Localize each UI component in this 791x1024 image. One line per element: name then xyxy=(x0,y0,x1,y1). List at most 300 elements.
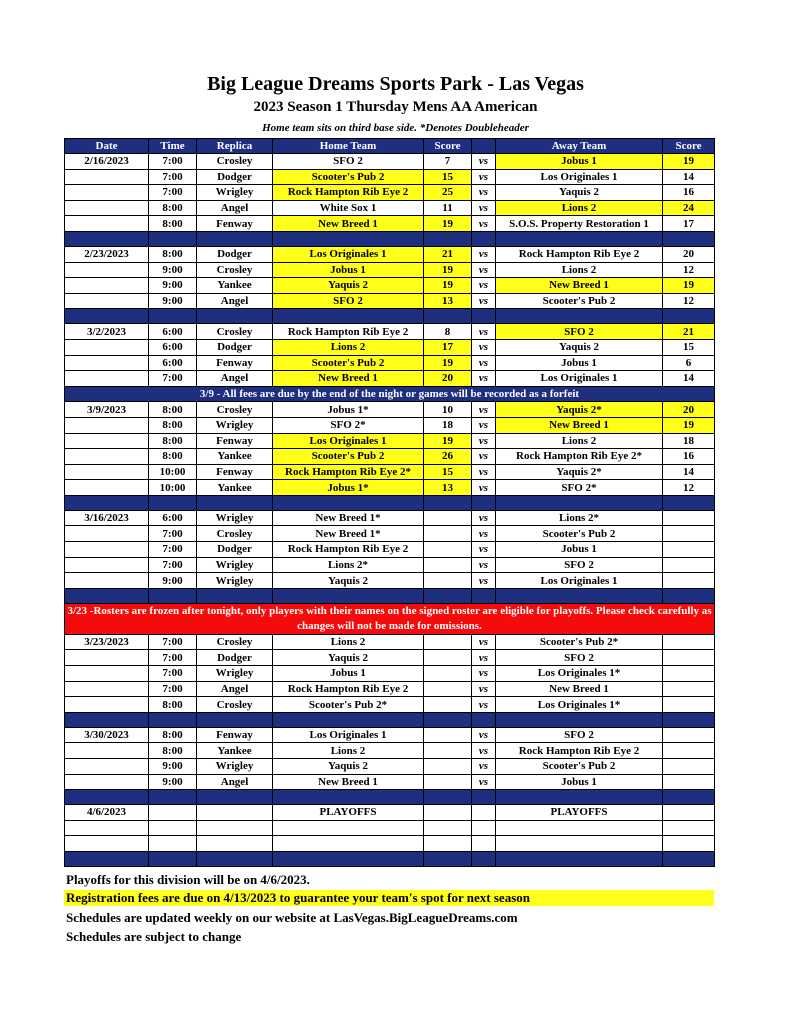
game-time: 7:00 xyxy=(149,681,197,697)
away-score xyxy=(663,542,715,558)
separator-cell xyxy=(663,309,715,324)
away-team: SFO 2* xyxy=(496,480,663,496)
home-team: SFO 2 xyxy=(273,154,424,170)
game-row xyxy=(65,464,715,480)
game-field: Wrigley xyxy=(197,417,273,433)
vs-label: vs xyxy=(472,417,496,433)
away-team: S.O.S. Property Restoration 1 xyxy=(496,216,663,232)
separator-cell xyxy=(496,309,663,324)
game-time: 8:00 xyxy=(149,727,197,743)
home-team: Yaquis 2 xyxy=(273,650,424,666)
home-score: 7 xyxy=(424,154,472,170)
home-score: 10 xyxy=(424,402,472,418)
home-score: 19 xyxy=(424,262,472,278)
away-team: PLAYOFFS xyxy=(496,805,663,821)
separator-cell xyxy=(273,309,424,324)
column-header: Score xyxy=(424,139,472,154)
away-team xyxy=(496,836,663,852)
home-team: New Breed 1 xyxy=(273,371,424,387)
away-score: 16 xyxy=(663,185,715,201)
vs-label: vs xyxy=(472,200,496,216)
game-row xyxy=(65,743,715,759)
home-team xyxy=(273,836,424,852)
game-field xyxy=(197,805,273,821)
away-score: 12 xyxy=(663,262,715,278)
away-team: New Breed 1 xyxy=(496,417,663,433)
game-field: Crosley xyxy=(197,526,273,542)
column-header xyxy=(472,139,496,154)
page-title: Big League Dreams Sports Park - Las Vegas xyxy=(207,73,584,95)
vs-label: vs xyxy=(472,681,496,697)
game-field: Angel xyxy=(197,293,273,309)
game-date xyxy=(65,697,149,713)
away-team xyxy=(496,820,663,836)
away-team: Lions 2 xyxy=(496,433,663,449)
away-team: Los Originales 1 xyxy=(496,371,663,387)
game-time: 7:00 xyxy=(149,557,197,573)
separator-cell xyxy=(496,712,663,727)
week-separator xyxy=(65,495,715,510)
separator-cell xyxy=(197,588,273,603)
game-row xyxy=(65,759,715,775)
away-team: New Breed 1 xyxy=(496,681,663,697)
away-team: Yaquis 2 xyxy=(496,185,663,201)
separator-cell xyxy=(663,851,715,866)
away-team: Jobus 1 xyxy=(496,542,663,558)
vs-label: vs xyxy=(472,634,496,650)
away-score xyxy=(663,681,715,697)
notice-text: 3/9 - All fees are due by the end of the night or games will be recorded as a forfeit xyxy=(65,386,715,402)
away-score: 21 xyxy=(663,324,715,340)
separator-cell xyxy=(472,495,496,510)
week-separator xyxy=(65,309,715,324)
separator-cell xyxy=(663,495,715,510)
away-score: 15 xyxy=(663,339,715,355)
separator-cell xyxy=(496,790,663,805)
game-row xyxy=(65,278,715,294)
game-date: 3/30/2023 xyxy=(65,727,149,743)
home-team: Yaquis 2 xyxy=(273,278,424,294)
separator-cell xyxy=(65,790,149,805)
separator-cell xyxy=(197,851,273,866)
game-row xyxy=(65,557,715,573)
game-time: 7:00 xyxy=(149,154,197,170)
home-score: 26 xyxy=(424,449,472,465)
home-team: Lions 2* xyxy=(273,557,424,573)
vs-label: vs xyxy=(472,185,496,201)
away-score: 16 xyxy=(663,449,715,465)
separator-cell xyxy=(424,712,472,727)
separator-cell xyxy=(149,231,197,246)
game-row xyxy=(65,417,715,433)
game-row xyxy=(65,185,715,201)
game-date xyxy=(65,743,149,759)
game-date xyxy=(65,666,149,682)
vs-label: vs xyxy=(472,774,496,790)
game-date xyxy=(65,339,149,355)
game-row xyxy=(65,727,715,743)
home-team: Lions 2 xyxy=(273,743,424,759)
home-score xyxy=(424,650,472,666)
home-team: SFO 2* xyxy=(273,417,424,433)
away-score xyxy=(663,743,715,759)
vs-label: vs xyxy=(472,169,496,185)
away-score: 20 xyxy=(663,246,715,262)
roster-freeze-notice xyxy=(65,603,715,634)
game-field: Yankee xyxy=(197,449,273,465)
game-date xyxy=(65,480,149,496)
game-time: 8:00 xyxy=(149,200,197,216)
home-team: Lions 2 xyxy=(273,339,424,355)
away-team: Rock Hampton Rib Eye 2 xyxy=(496,246,663,262)
away-score xyxy=(663,805,715,821)
away-score xyxy=(663,634,715,650)
vs-label: vs xyxy=(472,727,496,743)
home-score: 19 xyxy=(424,216,472,232)
vs-label: vs xyxy=(472,324,496,340)
away-team: Lions 2 xyxy=(496,200,663,216)
away-team: Los Originales 1* xyxy=(496,666,663,682)
game-row xyxy=(65,820,715,836)
home-team: New Breed 1* xyxy=(273,510,424,526)
home-score xyxy=(424,542,472,558)
game-field: Wrigley xyxy=(197,666,273,682)
game-row xyxy=(65,293,715,309)
game-date xyxy=(65,464,149,480)
game-row xyxy=(65,774,715,790)
game-date xyxy=(65,650,149,666)
game-time: 7:00 xyxy=(149,542,197,558)
game-field: Crosley xyxy=(197,262,273,278)
away-score: 18 xyxy=(663,433,715,449)
separator-cell xyxy=(273,712,424,727)
home-team: Los Originales 1 xyxy=(273,246,424,262)
vs-label: vs xyxy=(472,557,496,573)
game-field: Angel xyxy=(197,371,273,387)
game-row xyxy=(65,836,715,852)
vs-label: vs xyxy=(472,293,496,309)
away-score xyxy=(663,774,715,790)
home-score: 19 xyxy=(424,433,472,449)
separator-cell xyxy=(149,712,197,727)
home-score: 11 xyxy=(424,200,472,216)
game-date xyxy=(65,681,149,697)
vs-label: vs xyxy=(472,355,496,371)
game-time: 8:00 xyxy=(149,216,197,232)
game-row xyxy=(65,433,715,449)
game-time: 10:00 xyxy=(149,480,197,496)
game-field: Fenway xyxy=(197,464,273,480)
home-score: 21 xyxy=(424,246,472,262)
footer-playoffs: Playoffs for this division will be on 4/6/2023. xyxy=(66,872,310,887)
separator-cell xyxy=(197,495,273,510)
away-score xyxy=(663,666,715,682)
game-time: 7:00 xyxy=(149,666,197,682)
game-time: 8:00 xyxy=(149,697,197,713)
game-date xyxy=(65,759,149,775)
game-date xyxy=(65,371,149,387)
separator-cell xyxy=(663,231,715,246)
game-time: 7:00 xyxy=(149,650,197,666)
separator-cell xyxy=(496,851,663,866)
separator-cell xyxy=(197,712,273,727)
separator-cell xyxy=(472,309,496,324)
table-header-row xyxy=(65,139,715,154)
away-score xyxy=(663,650,715,666)
away-team: Lions 2* xyxy=(496,510,663,526)
away-score xyxy=(663,526,715,542)
footer-disclaimer: Schedules are subject to change xyxy=(66,929,242,944)
week-separator xyxy=(65,588,715,603)
game-field: Yankee xyxy=(197,743,273,759)
game-time xyxy=(149,820,197,836)
away-score xyxy=(663,573,715,589)
game-field: Crosley xyxy=(197,324,273,340)
home-team: Los Originales 1 xyxy=(273,727,424,743)
game-time: 9:00 xyxy=(149,759,197,775)
home-score xyxy=(424,666,472,682)
home-team: SFO 2 xyxy=(273,293,424,309)
away-score xyxy=(663,727,715,743)
separator-cell xyxy=(65,712,149,727)
game-time: 7:00 xyxy=(149,526,197,542)
game-row xyxy=(65,480,715,496)
home-score xyxy=(424,510,472,526)
game-date xyxy=(65,185,149,201)
game-time xyxy=(149,836,197,852)
game-date xyxy=(65,200,149,216)
home-score: 18 xyxy=(424,417,472,433)
game-time: 6:00 xyxy=(149,510,197,526)
game-time: 8:00 xyxy=(149,402,197,418)
game-row xyxy=(65,402,715,418)
home-score xyxy=(424,774,472,790)
away-team: Los Originales 1 xyxy=(496,573,663,589)
away-team: Los Originales 1* xyxy=(496,697,663,713)
game-time: 8:00 xyxy=(149,743,197,759)
away-team: Jobus 1 xyxy=(496,774,663,790)
home-team: White Sox 1 xyxy=(273,200,424,216)
vs-label: vs xyxy=(472,339,496,355)
game-row xyxy=(65,449,715,465)
away-team: Scooter's Pub 2 xyxy=(496,293,663,309)
separator-cell xyxy=(149,588,197,603)
vs-label: vs xyxy=(472,759,496,775)
separator-cell xyxy=(273,588,424,603)
game-field: Wrigley xyxy=(197,759,273,775)
home-score xyxy=(424,526,472,542)
home-score: 25 xyxy=(424,185,472,201)
separator-cell xyxy=(472,851,496,866)
separator-cell xyxy=(472,588,496,603)
away-score: 17 xyxy=(663,216,715,232)
separator-cell xyxy=(197,790,273,805)
separator-cell xyxy=(273,851,424,866)
vs-label: vs xyxy=(472,449,496,465)
away-score: 12 xyxy=(663,480,715,496)
separator-cell xyxy=(149,790,197,805)
home-score xyxy=(424,805,472,821)
away-team: Rock Hampton Rib Eye 2 xyxy=(496,743,663,759)
home-score xyxy=(424,557,472,573)
game-date xyxy=(65,542,149,558)
away-team: Rock Hampton Rib Eye 2* xyxy=(496,449,663,465)
home-team: Scooter's Pub 2* xyxy=(273,697,424,713)
game-date: 2/23/2023 xyxy=(65,246,149,262)
schedule-note: Home team sits on third base side. *Denotes Doubleheader xyxy=(262,122,529,134)
game-field: Dodger xyxy=(197,169,273,185)
game-date xyxy=(65,557,149,573)
game-row xyxy=(65,371,715,387)
game-field: Dodger xyxy=(197,339,273,355)
game-field: Fenway xyxy=(197,433,273,449)
week-separator xyxy=(65,790,715,805)
game-row xyxy=(65,542,715,558)
separator-cell xyxy=(65,309,149,324)
home-score: 8 xyxy=(424,324,472,340)
away-score: 19 xyxy=(663,278,715,294)
game-time: 8:00 xyxy=(149,449,197,465)
fees-notice xyxy=(65,386,715,402)
home-team: Yaquis 2 xyxy=(273,759,424,775)
away-team: SFO 2 xyxy=(496,557,663,573)
game-field: Wrigley xyxy=(197,573,273,589)
game-date: 4/6/2023 xyxy=(65,805,149,821)
separator-cell xyxy=(149,851,197,866)
vs-label: vs xyxy=(472,480,496,496)
game-field xyxy=(197,836,273,852)
game-time: 6:00 xyxy=(149,355,197,371)
vs-label: vs xyxy=(472,216,496,232)
home-team: Jobus 1 xyxy=(273,262,424,278)
game-field: Yankee xyxy=(197,278,273,294)
game-date: 3/23/2023 xyxy=(65,634,149,650)
home-score xyxy=(424,697,472,713)
home-team: Los Originales 1 xyxy=(273,433,424,449)
away-score: 12 xyxy=(663,293,715,309)
separator-cell xyxy=(496,588,663,603)
vs-label: vs xyxy=(472,262,496,278)
game-row xyxy=(65,650,715,666)
game-row xyxy=(65,246,715,262)
home-team: Jobus 1* xyxy=(273,480,424,496)
home-team: Lions 2 xyxy=(273,634,424,650)
vs-label xyxy=(472,836,496,852)
game-field: Dodger xyxy=(197,246,273,262)
footer-registration: Registration fees are due on 4/13/2023 to guarantee your team's spot for next season xyxy=(64,890,714,906)
away-score xyxy=(663,510,715,526)
home-team: New Breed 1* xyxy=(273,526,424,542)
game-date xyxy=(65,417,149,433)
home-team: Scooter's Pub 2 xyxy=(273,169,424,185)
vs-label: vs xyxy=(472,573,496,589)
game-date: 3/9/2023 xyxy=(65,402,149,418)
home-team: Rock Hampton Rib Eye 2 xyxy=(273,542,424,558)
game-field: Wrigley xyxy=(197,510,273,526)
away-score: 24 xyxy=(663,200,715,216)
vs-label: vs xyxy=(472,371,496,387)
game-time: 9:00 xyxy=(149,573,197,589)
vs-label: vs xyxy=(472,510,496,526)
game-field: Fenway xyxy=(197,727,273,743)
separator-cell xyxy=(149,495,197,510)
game-row xyxy=(65,324,715,340)
away-score: 14 xyxy=(663,464,715,480)
game-time: 9:00 xyxy=(149,262,197,278)
away-score: 14 xyxy=(663,371,715,387)
away-team: Scooter's Pub 2 xyxy=(496,759,663,775)
column-header: Away Team xyxy=(496,139,663,154)
separator-cell xyxy=(273,790,424,805)
home-score: 15 xyxy=(424,464,472,480)
home-score: 19 xyxy=(424,355,472,371)
separator-cell xyxy=(65,495,149,510)
game-time: 10:00 xyxy=(149,464,197,480)
vs-label xyxy=(472,820,496,836)
home-team: Jobus 1* xyxy=(273,402,424,418)
separator-cell xyxy=(472,231,496,246)
home-team: PLAYOFFS xyxy=(273,805,424,821)
home-score xyxy=(424,727,472,743)
home-score: 13 xyxy=(424,480,472,496)
game-date xyxy=(65,526,149,542)
separator-cell xyxy=(273,231,424,246)
separator-cell xyxy=(65,851,149,866)
away-score: 14 xyxy=(663,169,715,185)
week-separator xyxy=(65,712,715,727)
game-field: Angel xyxy=(197,774,273,790)
game-time: 9:00 xyxy=(149,278,197,294)
game-time: 9:00 xyxy=(149,774,197,790)
game-field: Fenway xyxy=(197,355,273,371)
home-score: 20 xyxy=(424,371,472,387)
vs-label: vs xyxy=(472,246,496,262)
separator-cell xyxy=(496,231,663,246)
home-score: 17 xyxy=(424,339,472,355)
home-team: New Breed 1 xyxy=(273,774,424,790)
game-row xyxy=(65,666,715,682)
separator-cell xyxy=(663,712,715,727)
away-score: 6 xyxy=(663,355,715,371)
column-header: Date xyxy=(65,139,149,154)
game-time: 7:00 xyxy=(149,371,197,387)
home-score xyxy=(424,634,472,650)
separator-cell xyxy=(424,790,472,805)
away-team: SFO 2 xyxy=(496,650,663,666)
game-date xyxy=(65,836,149,852)
game-time xyxy=(149,805,197,821)
game-field: Crosley xyxy=(197,154,273,170)
game-row xyxy=(65,573,715,589)
vs-label: vs xyxy=(472,666,496,682)
away-team: Scooter's Pub 2* xyxy=(496,634,663,650)
away-team: Lions 2 xyxy=(496,262,663,278)
home-team: Scooter's Pub 2 xyxy=(273,449,424,465)
away-score xyxy=(663,820,715,836)
separator-cell xyxy=(65,231,149,246)
away-team: Scooter's Pub 2 xyxy=(496,526,663,542)
home-team: Rock Hampton Rib Eye 2 xyxy=(273,185,424,201)
page-subtitle: 2023 Season 1 Thursday Mens AA American xyxy=(253,99,538,115)
vs-label: vs xyxy=(472,464,496,480)
separator-cell xyxy=(197,231,273,246)
game-row xyxy=(65,200,715,216)
game-row xyxy=(65,634,715,650)
away-team: New Breed 1 xyxy=(496,278,663,294)
home-score xyxy=(424,681,472,697)
home-team: Scooter's Pub 2 xyxy=(273,355,424,371)
game-row xyxy=(65,681,715,697)
